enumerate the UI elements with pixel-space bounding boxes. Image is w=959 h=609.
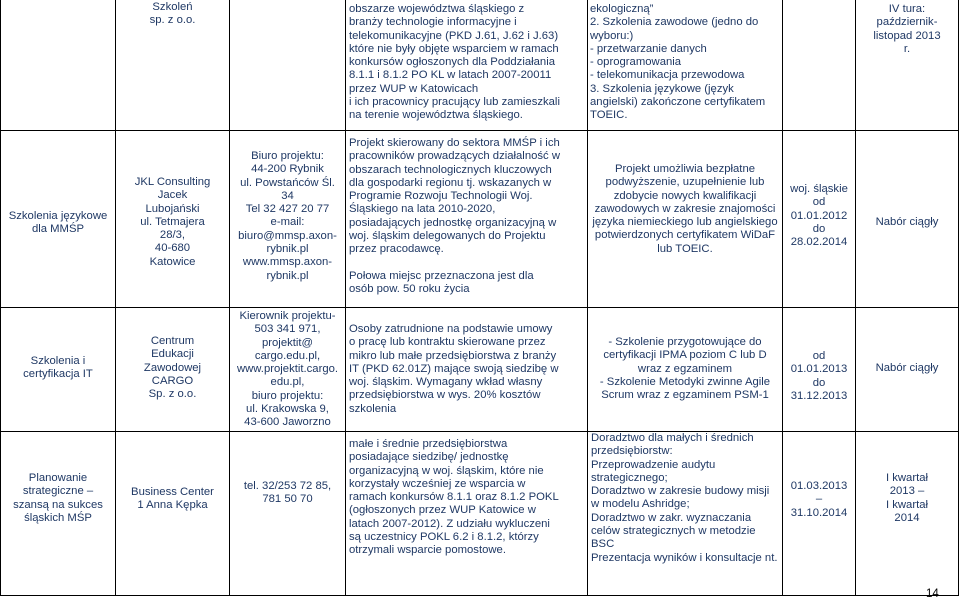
row2-scope: - Szkolenie przygotowujące do certyfikacji IPMA poziom C lub D wraz z egzaminem - Szkolenie Metodyki zwinne Agile Scrum wraz z egzaminem PSM-1 bbox=[599, 336, 771, 402]
row3-scope-cell bbox=[591, 432, 782, 565]
row1-recruitment-cell bbox=[856, 216, 958, 229]
row3-name-cell bbox=[1, 472, 115, 525]
row2-contact: Kierownik projektu- 503 341 971, projektit@ cargo.edu.pl, www.projektit.cargo. edu.pl, biuro projektu: ul. Krakowska 9, 43-600 Jaworzno bbox=[236, 310, 339, 429]
top-row-recruitment: IV tura: październik- listopad 2013 r. bbox=[873, 3, 941, 55]
row3-scope: Doradztwo dla małych i średnich przedsiębiorstw: Przeprowadzenie audytu strategicznego; Doradztwo w zakresie budowy misji w modelu Ashridge; Doradztwo w zakr. wyznaczania celów strategicznych w metodzie BSC Prezentacja wyników i konsultacje nt. bbox=[591, 432, 778, 564]
top-row-entity: Szkoleń sp. z o.o. bbox=[149, 1, 196, 27]
row2-contact-cell bbox=[230, 310, 345, 430]
row3-target-group: małe i średnie przedsiębiorstwa posiadające siedzibę/ jednostkę organizacyjną w woj. śląskim, które nie korzystały wcześniej ze wsparcia w ramach konkursów 8.1.1 oraz 8.1.2 POKL (ogłoszonych przez WUP Katowice w latach 2007-2012). Z udziału wykluczeni są uczestnicy POKL 6.2 i 8.1.2, którzy otrzymali wsparcie pomostowe. bbox=[349, 438, 559, 557]
row1-target-cell bbox=[349, 137, 586, 297]
row2-target-group: Osoby zatrudnione na podstawie umowy o pracę lub kontraktu skierowane przez mikro lub małe przedsiębiorstwa z branży IT (PKD 62.01Z) mające swoją siedzibę w woj. śląskim. Wymagany wkład własny przedsiębiorstwa w wys. 20% kosztów szkolenia bbox=[349, 323, 559, 415]
row2-scope-cell bbox=[588, 336, 782, 402]
row1-scope: Projekt umożliwia bezpłatne podwyższenie, uzupełnienie lub zdobycie nowych kwalifikacji zawodowych w zakresie znajomości języka niemieckiego lub angielskiego potwierdzonych certyfikatem WiDaF lub TOEIC. bbox=[592, 163, 778, 255]
top-row-target-cell bbox=[349, 3, 586, 123]
row3-contact-cell bbox=[230, 480, 345, 507]
top-row-target-group: obszarze województwa śląskiego z branży technologie informacyjne i telekomunikacyjne (PKD J.61, J.62 i J.63) które nie były objęte wsparciem w ramach konkursów ogłoszonych dla Poddziałania 8.1.1 i 8.1.2 PO KL w latach 2007-20011 przez WUP w Katowicach i ich pracownicy pracujący lub zamieszkali na terenie województwa śląskiego. bbox=[349, 3, 560, 122]
top-row-scope-cell bbox=[590, 3, 782, 123]
row3-entity-cell bbox=[116, 486, 229, 513]
row3-target-cell bbox=[349, 438, 586, 558]
row1-recruitment: Nabór ciągły bbox=[875, 216, 939, 228]
page-number: 14 bbox=[926, 588, 939, 600]
row3-contact: tel. 32/253 72 85, 781 50 70 bbox=[243, 480, 332, 506]
row1-entity-cell bbox=[116, 176, 229, 269]
top-row-entity-cell bbox=[116, 1, 229, 28]
row1-training-name: Szkolenia językowe dla MMŚP bbox=[8, 210, 108, 236]
row1-region-dates: woj. śląskie od 01.01.2012 do 28.02.2014 bbox=[790, 183, 848, 249]
row2-name-cell bbox=[1, 355, 115, 382]
row2-target-cell bbox=[349, 323, 586, 416]
row3-recruitment: I kwartał 2013 – I kwartał 2014 bbox=[885, 472, 929, 524]
row1-dates-cell bbox=[783, 183, 855, 249]
row2-training-name: Szkolenia i certyfikacja IT bbox=[23, 355, 93, 381]
row1-target-group: Projekt skierowany do sektora MMŚP i ich pracowników prowadzących działalność w obszarach technologicznych kluczowych dla gospodarki regionu tj. wskazanych w Programie Rozwoju Technologii Woj. Śląskiego na lata 2010-2020, posiadających jednostkę organizacyjną w woj. śląskim delegowanych do Projektu przez pracodawcę. Połowa miejsc przeznaczona jest dla osób pow. 50 roku życia bbox=[349, 137, 560, 296]
row3-recruitment-cell bbox=[856, 472, 958, 525]
top-row-scope: ekologiczną” 2. Szkolenia zawodowe (jedno do wyboru:) - przetwarzanie danych - oprogramowania - telekomunikacja przewodowa 3. Szkolenia językowe (język angielski) zakończone certyfikatem TOEIC. bbox=[590, 3, 766, 122]
row2-recruitment: Nabór ciągły bbox=[875, 362, 939, 374]
row2-recruitment-cell bbox=[856, 362, 958, 375]
row2-dates-cell bbox=[783, 350, 855, 403]
top-row-recruitment-cell bbox=[856, 3, 958, 56]
row1-name-cell bbox=[1, 210, 115, 237]
row3-training-name: Planowanie strategiczne – szansą na sukces śląskich MŚP bbox=[13, 472, 103, 524]
row3-region-dates: 01.03.2013 – 31.10.2014 bbox=[790, 480, 848, 519]
row2-region-dates: od 01.01.2013 do 31.12.2013 bbox=[790, 350, 848, 402]
row2-entity: Centrum Edukacji Zawodowej CARGO Sp. z o.o. bbox=[143, 335, 202, 401]
row1-scope-cell bbox=[588, 163, 782, 256]
row1-contact-cell bbox=[230, 150, 345, 283]
row3-dates-cell bbox=[783, 480, 855, 520]
row1-contact: Biuro projektu: 44-200 Rybnik ul. Powstańców Śl. 34 Tel 32 427 20 77 e-mail: biuro@mmsp.axon- rybnik.pl www.mmsp.axon- rybnik.pl bbox=[238, 150, 337, 282]
row3-entity: Business Center 1 Anna Kępka bbox=[131, 486, 214, 512]
row2-entity-cell bbox=[116, 335, 229, 401]
row1-entity: JKL Consulting Jacek Lubojański ul. Tetmajera 28/3, 40-680 Katowice bbox=[134, 176, 211, 268]
